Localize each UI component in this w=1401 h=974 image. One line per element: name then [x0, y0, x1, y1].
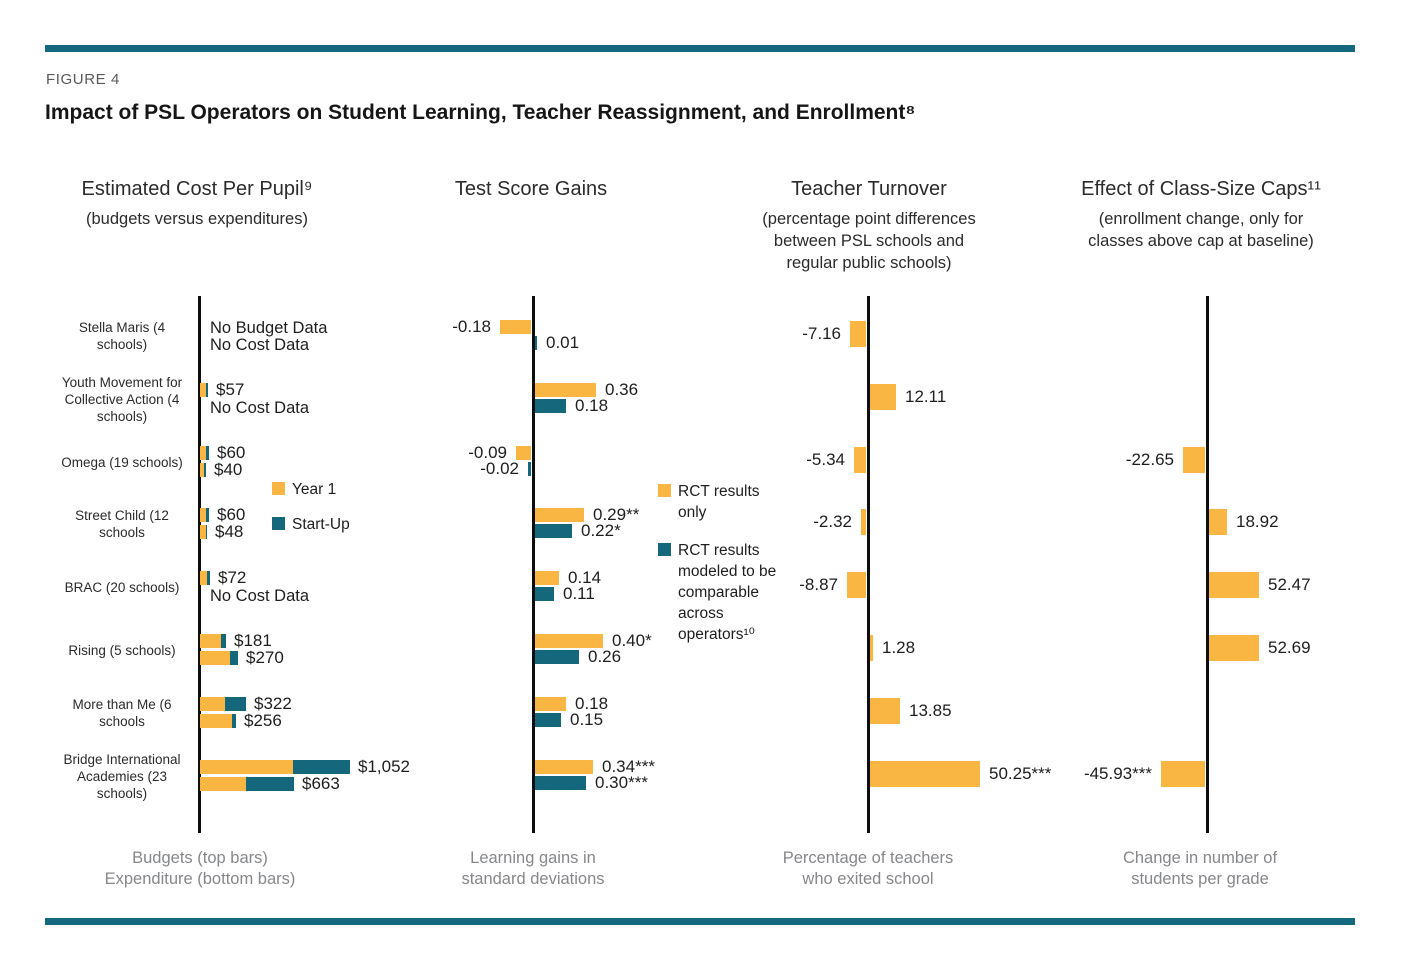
bar-segment-startup [206, 525, 207, 539]
panel-subtitle-turnover: (percentage point differences between PSL schools and regular public schools) [762, 210, 976, 272]
value-label: 0.01 [546, 333, 580, 352]
figure-title: Impact of PSL Operators on Student Learning, Teacher Reassignment, and Enrollment⁸ [45, 101, 916, 124]
value-label: 52.47 [1268, 575, 1311, 594]
value-label: 0.36 [605, 380, 639, 399]
rct-bar [535, 508, 584, 522]
value-label: $270 [246, 648, 284, 667]
no-data-note: No Cost Data [210, 336, 310, 354]
turnover-bar [870, 761, 980, 787]
value-label: 0.40* [612, 631, 652, 650]
bar-segment-startup [225, 697, 246, 711]
budget-bar [200, 571, 210, 585]
value-label: $1,052 [358, 757, 410, 776]
value-label: $40 [214, 460, 243, 479]
value-label: $57 [216, 380, 245, 399]
bar-segment-year1 [200, 760, 293, 774]
class-size-bar [1161, 761, 1205, 787]
class-size-bar [1209, 509, 1227, 535]
panel-subtitle-cost: (budgets versus expenditures) [86, 210, 308, 228]
turnover-bar [870, 635, 873, 661]
footer-cost [105, 848, 296, 890]
panel-title-turnover: Teacher Turnover [791, 178, 947, 200]
panel-subtitle-classsize: (enrollment change, only for classes above cap at baseline) [1088, 210, 1314, 250]
modeled-bar [535, 399, 566, 413]
row-label: Youth Movement for Collective Action (4 schools) [61, 374, 183, 424]
value-label: $256 [244, 711, 282, 730]
value-label: -7.16 [802, 324, 841, 343]
turnover-bar [870, 698, 900, 724]
value-label: 0.29** [593, 505, 640, 524]
value-label: 52.69 [1268, 638, 1311, 657]
footer-cost-line1: Budgets (top bars) [132, 849, 268, 867]
value-label: $48 [215, 522, 244, 541]
bar-segment-startup [221, 634, 226, 648]
bar-segment-startup [206, 446, 209, 460]
value-label: 0.34*** [602, 757, 655, 776]
bar-segment-year1 [200, 571, 207, 585]
bar-segment-startup [206, 508, 209, 522]
modeled-bar [535, 650, 579, 664]
value-label: -0.18 [452, 317, 491, 336]
bottom-rule [45, 918, 1355, 925]
bar-segment-year1 [200, 634, 221, 648]
footer-turnover-line1: Percentage of teachers [782, 849, 954, 867]
turnover-bar [861, 509, 866, 535]
row-label: Omega (19 schools) [61, 454, 183, 470]
no-data-note: No Cost Data [210, 399, 310, 417]
rct-bar [500, 320, 531, 334]
rct-bar [535, 383, 596, 397]
value-label: -8.87 [799, 575, 838, 594]
footer-turnover [783, 848, 954, 890]
bar-segment-year1 [200, 651, 230, 665]
modeled-bar [528, 462, 531, 476]
row-label: Street Child (12 schools [75, 508, 169, 540]
panel-title-cost: Estimated Cost Per Pupil⁹ [81, 178, 313, 200]
value-label: -45.93*** [1083, 764, 1152, 783]
modeled-bar [535, 587, 554, 601]
row-label: Stella Maris (4 schools) [78, 320, 166, 352]
bar-segment-startup [293, 760, 350, 774]
expenditure-bar [200, 463, 206, 477]
value-label: -5.34 [806, 450, 845, 469]
footer-cost-line2: Expenditure (bottom bars) [104, 870, 296, 888]
value-label: $60 [217, 443, 246, 462]
value-label: 0.26 [588, 647, 622, 666]
rct-bar [535, 760, 593, 774]
value-label: 0.30*** [595, 773, 648, 792]
value-label: -0.09 [468, 443, 507, 462]
row-label: Bridge International Academies (23 schools) [63, 751, 181, 801]
value-label: 0.15 [570, 710, 604, 729]
value-label: $72 [218, 568, 247, 587]
value-label: $322 [254, 694, 292, 713]
turnover-bar [870, 384, 896, 410]
value-label: -0.02 [480, 459, 519, 478]
legend-label-modeled: RCT results modeled to be comparable across operators¹⁰ [678, 542, 777, 643]
value-label: 0.22* [581, 521, 621, 540]
turnover-bar [854, 447, 866, 473]
class-size-bar [1209, 635, 1259, 661]
budget-bar [200, 634, 226, 648]
budget-bar [200, 508, 209, 522]
axis-line [198, 296, 201, 833]
value-label: $60 [217, 505, 246, 524]
value-label: 0.14 [568, 568, 602, 587]
footer-classsize-line2: students per grade [1131, 870, 1269, 888]
panel-title-classsize: Effect of Class-Size Caps¹¹ [1081, 178, 1321, 200]
value-label: 0.18 [575, 396, 609, 415]
budget-bar [200, 383, 208, 397]
no-data-note: No Cost Data [210, 587, 310, 605]
bar-segment-startup [204, 463, 206, 477]
value-label: 0.18 [575, 694, 609, 713]
value-label: 1.28 [882, 638, 916, 657]
expenditure-bar [200, 651, 238, 665]
row-label: BRAC (20 schools) [64, 579, 180, 595]
figure-label: FIGURE 4 [46, 71, 120, 88]
budget-bar [200, 697, 246, 711]
footer-classsize-line1: Change in number of [1122, 849, 1278, 867]
no-data-note: No Budget Data [210, 319, 328, 337]
bar-segment-startup [207, 571, 210, 585]
legend-label-startup: Start-Up [292, 516, 350, 533]
modeled-bar [535, 776, 586, 790]
budget-bar [200, 760, 350, 774]
legend-label-rct: RCT results only [678, 483, 760, 521]
row-label: Rising (5 schools) [68, 642, 176, 658]
bar-segment-startup [206, 383, 208, 397]
value-label: $181 [234, 631, 272, 650]
bar-segment-year1 [200, 714, 232, 728]
bar-segment-year1 [200, 777, 246, 791]
axis-line [867, 296, 870, 833]
footer-classsize [1123, 848, 1277, 890]
expenditure-bar [200, 714, 236, 728]
axis-line [1206, 296, 1209, 833]
modeled-bar [535, 336, 537, 350]
class-size-bar [1183, 447, 1205, 473]
value-label: 13.85 [909, 701, 952, 720]
value-label: 12.11 [905, 387, 947, 406]
value-label: 50.25*** [989, 764, 1052, 783]
value-label: $663 [302, 774, 340, 793]
row-label: More than Me (6 schools [72, 697, 172, 729]
modeled-bar [535, 524, 572, 538]
value-label: -2.32 [813, 512, 852, 531]
modeled-bar [535, 713, 561, 727]
bar-segment-year1 [200, 697, 225, 711]
axis-line [532, 296, 535, 833]
budget-bar [200, 446, 209, 460]
panel-title-test: Test Score Gains [454, 178, 608, 200]
turnover-bar [850, 321, 866, 347]
bar-segment-startup [232, 714, 236, 728]
rct-bar [535, 697, 566, 711]
value-label: -22.65 [1125, 450, 1174, 469]
expenditure-bar [200, 777, 294, 791]
footer-test-line1: Learning gains in [470, 849, 596, 867]
value-label: 0.11 [563, 584, 595, 603]
bar-segment-startup [230, 651, 238, 665]
footer-test-line2: standard deviations [461, 870, 605, 888]
rct-bar [535, 571, 559, 585]
rct-bar [516, 446, 531, 460]
footer-test [461, 848, 604, 890]
class-size-bar [1209, 572, 1259, 598]
expenditure-bar [200, 525, 207, 539]
rct-bar [535, 634, 603, 648]
legend-label-year1: Year 1 [292, 481, 337, 498]
turnover-bar [847, 572, 866, 598]
footer-turnover-line2: who exited school [802, 870, 934, 888]
value-label: 18.92 [1236, 512, 1279, 531]
bar-segment-startup [246, 777, 294, 791]
